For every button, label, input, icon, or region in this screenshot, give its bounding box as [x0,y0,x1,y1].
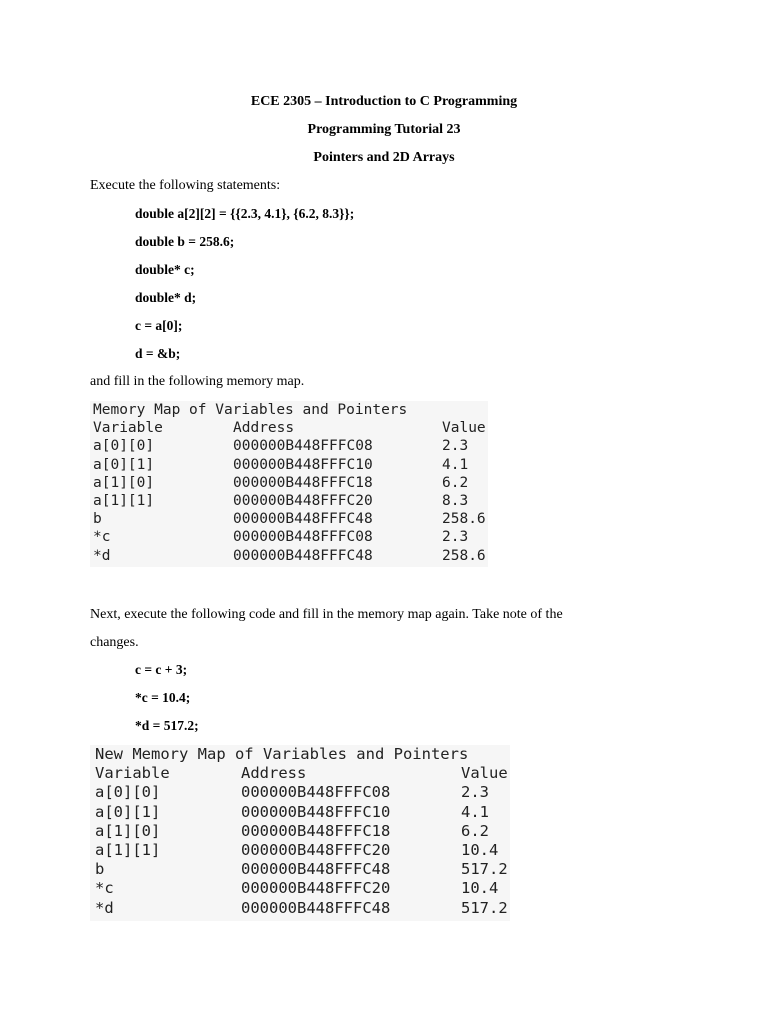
header-value: Value [461,764,508,783]
address-cell: 000000B448FFFC20 [241,879,391,898]
variable-cell: a[0][0] [95,783,161,802]
memory-map-2 [90,745,510,921]
memory-map-title: Memory Map of Variables and Pointers [93,402,408,418]
table-row [90,860,510,879]
value-cell: 8.3 [442,492,469,509]
variable-cell: a[1][1] [95,840,161,859]
address-cell: 000000B448FFFC08 [233,529,373,546]
value-cell: 4.1 [461,802,489,821]
code-line: c = c + 3; [135,662,188,677]
variable-cell: a[0][1] [93,456,155,473]
code-line: double* d; [135,290,197,305]
table-row [90,547,488,565]
memory-map-title: New Memory Map of Variables and Pointers [95,745,469,763]
address-cell: 000000B448FFFC48 [241,898,391,917]
variable-cell: *c [95,879,114,898]
table-row [90,841,510,860]
header-variable: Variable [93,420,163,437]
address-cell: 000000B448FFFC20 [233,492,373,509]
code-line: double a[2][2] = {{2.3, 4.1}, {6.2, 8.3}}; [135,206,355,221]
address-cell: 000000B448FFFC10 [241,802,391,821]
value-cell: 2.3 [442,529,469,546]
address-cell: 000000B448FFFC20 [241,840,391,859]
address-cell: 000000B448FFFC48 [233,511,373,528]
address-cell: 000000B448FFFC48 [241,860,391,879]
tutorial-title: Programming Tutorial 23 [307,122,461,137]
variable-cell: b [93,511,102,528]
address-cell: 000000B448FFFC08 [233,438,373,455]
value-cell: 258.6 [442,547,486,564]
table-row [90,822,510,841]
section2-intro-continued: changes. [90,635,139,650]
code-line: double* c; [135,262,195,277]
value-cell: 6.2 [461,821,489,840]
value-cell: 517.2 [461,860,508,879]
table-row [90,510,488,528]
address-cell: 000000B448FFFC10 [233,456,373,473]
variable-cell: a[0][0] [93,438,155,455]
table-row [90,437,488,455]
address-cell: 000000B448FFFC48 [233,547,373,564]
variable-cell: *d [93,547,111,564]
table-row [90,879,510,898]
address-cell: 000000B448FFFC18 [233,474,373,491]
value-cell: 2.3 [442,438,469,455]
variable-cell: a[1][1] [93,492,155,509]
header-variable: Variable [95,764,170,783]
section2-intro: Next, execute the following code and fill in the memory map again. Take note of the [90,607,563,622]
header-address: Address [233,420,295,437]
code-line: double b = 258.6; [135,234,235,249]
variable-cell: *d [95,898,114,917]
table-row [90,456,488,474]
table-row [90,783,510,802]
section1-intro: Execute the following statements: [90,178,281,193]
section1-outro: and fill in the following memory map. [90,374,305,389]
table-row [90,492,488,510]
value-cell: 4.1 [442,456,469,473]
value-cell: 258.6 [442,511,486,528]
value-cell: 10.4 [461,840,499,859]
code-line: *d = 517.2; [135,718,199,733]
table-row [90,528,488,546]
code-line: *c = 10.4; [135,690,191,705]
address-cell: 000000B448FFFC08 [241,783,391,802]
address-cell: 000000B448FFFC18 [241,821,391,840]
memory-map-header-row [90,764,510,783]
course-title: ECE 2305 – Introduction to C Programming [250,94,518,109]
header-address: Address [241,764,307,783]
topic-title: Pointers and 2D Arrays [313,150,455,165]
table-row [90,899,510,918]
value-cell: 6.2 [442,474,469,491]
memory-map-1 [90,401,488,567]
variable-cell: a[1][0] [93,474,155,491]
value-cell: 2.3 [461,783,489,802]
header-value: Value [442,420,486,437]
variable-cell: a[0][1] [95,802,161,821]
value-cell: 517.2 [461,898,508,917]
code-line: d = &b; [135,346,181,361]
table-row [90,803,510,822]
variable-cell: b [95,860,105,879]
table-row [90,474,488,492]
variable-cell: a[1][0] [95,821,161,840]
memory-map-header-row [90,419,488,437]
value-cell: 10.4 [461,879,499,898]
code-line: c = a[0]; [135,318,183,333]
variable-cell: *c [93,529,111,546]
